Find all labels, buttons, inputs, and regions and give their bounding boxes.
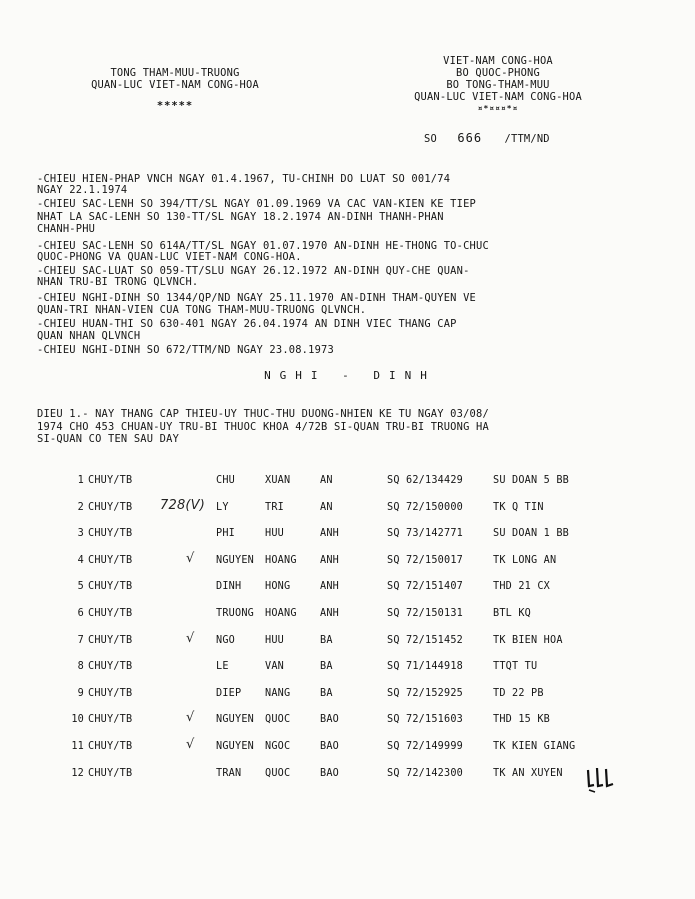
row-middle-name: HUU (265, 635, 285, 646)
row-given-name: ANH (320, 581, 340, 592)
header-right-line3: BO TONG-THAM-MUU (446, 79, 550, 91)
row-serial: SQ 72/151407 (387, 581, 464, 592)
row-number: 11 (71, 741, 84, 752)
row-unit: SU DOAN 5 BB (493, 475, 570, 486)
row-family-name: DINH (216, 581, 242, 592)
row-unit: TK LONG AN (493, 555, 557, 566)
row-number: 10 (71, 714, 84, 725)
row-number: 9 (77, 688, 84, 699)
row-serial: SQ 72/142300 (387, 768, 464, 779)
row-unit: TK Q TIN (493, 502, 544, 513)
row-middle-name: VAN (265, 661, 285, 672)
row-number: 1 (77, 475, 84, 486)
row-family-name: LE (216, 661, 229, 672)
so-number-line (424, 132, 550, 145)
row-handwritten-mark: √ (186, 710, 195, 725)
row-given-name: BA (320, 635, 333, 646)
so-number: 666 (457, 131, 483, 145)
row-given-name: ANH (320, 555, 340, 566)
row-handwritten-mark: √ (186, 631, 195, 646)
consideration-line: QUAN NHAN QLVNCH (37, 330, 141, 342)
row-given-name: AN (320, 502, 333, 513)
consideration-line: -CHIEU SAC-LUAT SO 059-TT/SLU NGAY 26.12.1972 AN-DINH QUY-CHE QUAN- (37, 265, 470, 277)
so-suffix: /TTM/ND (504, 133, 550, 145)
row-unit: BTL KQ (493, 608, 532, 619)
row-serial: SQ 72/152925 (387, 688, 464, 699)
row-handwritten-mark: √ (186, 737, 195, 752)
header-left-stars: ***** (156, 100, 194, 112)
row-middle-name: TRI (265, 502, 285, 513)
row-rank: CHUY/TB (88, 741, 133, 752)
header-right-stamp: ¤*¤¤¤*¤ (477, 104, 519, 113)
row-family-name: NGUYEN (216, 741, 255, 752)
row-family-name: LY (216, 502, 229, 513)
row-rank: CHUY/TB (88, 688, 133, 699)
row-serial: SQ 71/144918 (387, 661, 464, 672)
row-number: 2 (77, 502, 84, 513)
row-middle-name: QUOC (265, 714, 291, 725)
row-family-name: PHI (216, 528, 236, 539)
article-line: 1974 CHO 453 CHUAN-UY TRU-BI THUOC KHOA 4/72B SI-QUAN TRU-BI TRUONG HA (37, 421, 489, 433)
header-right-line4: QUAN-LUC VIET-NAM CONG-HOA (414, 91, 582, 103)
article-line: DIEU 1.- NAY THANG CAP THIEU-UY THUC-THU DUONG-NHIEN KE TU NGAY 03/08/ (37, 408, 489, 420)
row-number: 3 (77, 528, 84, 539)
row-rank: CHUY/TB (88, 581, 133, 592)
row-given-name: AN (320, 475, 333, 486)
row-number: 7 (77, 635, 84, 646)
row-serial: SQ 73/142771 (387, 528, 464, 539)
row-middle-name: NGOC (265, 741, 291, 752)
row-family-name: TRUONG (216, 608, 255, 619)
consideration-line: -CHIEU SAC-LENH SO 394/TT/SL NGAY 01.09.1969 VA CAC VAN-KIEN KE TIEP (37, 198, 476, 210)
row-serial: SQ 62/134429 (387, 475, 464, 486)
header-right-line2: BO QUOC-PHONG (456, 67, 540, 79)
row-given-name: BAO (320, 714, 340, 725)
consideration-line: -CHIEU NGHI-DINH SO 672/TTM/ND NGAY 23.08.1973 (37, 344, 334, 356)
row-number: 5 (77, 581, 84, 592)
row-handwritten-mark: √ (186, 551, 195, 566)
row-given-name: ANH (320, 608, 340, 619)
row-number: 6 (77, 608, 84, 619)
row-given-name: BAO (320, 741, 340, 752)
row-rank: CHUY/TB (88, 555, 133, 566)
row-middle-name: HOANG (265, 555, 297, 566)
header-left-line2: QUAN-LUC VIET-NAM CONG-HOA (91, 79, 259, 91)
consideration-line: QUOC-PHONG VA QUAN-LUC VIET-NAM CONG-HOA. (37, 251, 302, 263)
row-middle-name: NANG (265, 688, 291, 699)
row-middle-name: HUU (265, 528, 285, 539)
handwritten-signature-mark (585, 764, 621, 798)
row-rank: CHUY/TB (88, 528, 133, 539)
header-left-line1: TONG THAM-MUU-TRUONG (110, 67, 240, 79)
row-unit: TK AN XUYEN (493, 768, 563, 779)
row-serial: SQ 72/150017 (387, 555, 464, 566)
row-family-name: CHU (216, 475, 236, 486)
row-unit: SU DOAN 1 BB (493, 528, 570, 539)
consideration-line: NGAY 22.1.1974 (37, 184, 128, 196)
header-right-line1: VIET-NAM CONG-HOA (443, 55, 553, 67)
article-line: SI-QUAN CO TEN SAU DAY (37, 433, 180, 445)
consideration-line: NHAT LA SAC-LENH SO 130-TT/SL NGAY 18.2.1974 AN-DINH THANH-PHAN (37, 211, 444, 223)
row-rank: CHUY/TB (88, 714, 133, 725)
row-middle-name: HONG (265, 581, 291, 592)
row-number: 8 (77, 661, 84, 672)
row-unit: THD 21 CX (493, 581, 551, 592)
row-unit: THD 15 KB (493, 714, 551, 725)
consideration-line: NHAN TRU-BI TRONG QLVNCH. (37, 276, 199, 288)
row-family-name: NGO (216, 635, 236, 646)
consideration-line: QUAN-TRI NHAN-VIEN CUA TONG THAM-MUU-TRUONG QLVNCH. (37, 304, 367, 316)
row-serial: SQ 72/151452 (387, 635, 464, 646)
row-given-name: ANH (320, 528, 340, 539)
row-serial: SQ 72/149999 (387, 741, 464, 752)
row-middle-name: XUAN (265, 475, 291, 486)
consideration-line: -CHIEU HIEN-PHAP VNCH NGAY 01.4.1967, TU-CHINH DO LUAT SO 001/74 (37, 173, 451, 185)
row-given-name: BA (320, 688, 333, 699)
row-unit: TK BIEN HOA (493, 635, 563, 646)
row-middle-name: HOANG (265, 608, 297, 619)
row-serial: SQ 72/150131 (387, 608, 464, 619)
row-rank: CHUY/TB (88, 635, 133, 646)
row-handwritten-mark: 728(V) (160, 498, 206, 513)
row-rank: CHUY/TB (88, 661, 133, 672)
row-middle-name: QUOC (265, 768, 291, 779)
row-number: 12 (71, 768, 84, 779)
row-family-name: DIEP (216, 688, 242, 699)
row-unit: TTQT TU (493, 661, 538, 672)
row-rank: CHUY/TB (88, 502, 133, 513)
row-family-name: NGUYEN (216, 714, 255, 725)
row-given-name: BAO (320, 768, 340, 779)
row-rank: CHUY/TB (88, 768, 133, 779)
row-unit: TD 22 PB (493, 688, 544, 699)
row-rank: CHUY/TB (88, 475, 133, 486)
row-rank: CHUY/TB (88, 608, 133, 619)
row-serial: SQ 72/151603 (387, 714, 464, 725)
signature-scribble-icon (585, 764, 621, 794)
row-unit: TK KIEN GIANG (493, 741, 576, 752)
consideration-line: CHANH-PHU (37, 223, 96, 235)
row-given-name: BA (320, 661, 333, 672)
consideration-line: -CHIEU NGHI-DINH SO 1344/QP/ND NGAY 25.11.1970 AN-DINH THAM-QUYEN VE (37, 292, 476, 304)
row-serial: SQ 72/150000 (387, 502, 464, 513)
decree-title: NGHI - DINH (264, 369, 436, 382)
row-number: 4 (77, 555, 84, 566)
consideration-line: -CHIEU HUAN-THI SO 630-401 NGAY 26.04.1974 AN DINH VIEC THANG CAP (37, 318, 457, 330)
row-family-name: NGUYEN (216, 555, 255, 566)
so-label: SO (424, 133, 437, 145)
consideration-line: -CHIEU SAC-LENH SO 614A/TT/SL NGAY 01.07.1970 AN-DINH HE-THONG TO-CHUC (37, 240, 489, 252)
row-family-name: TRAN (216, 768, 242, 779)
